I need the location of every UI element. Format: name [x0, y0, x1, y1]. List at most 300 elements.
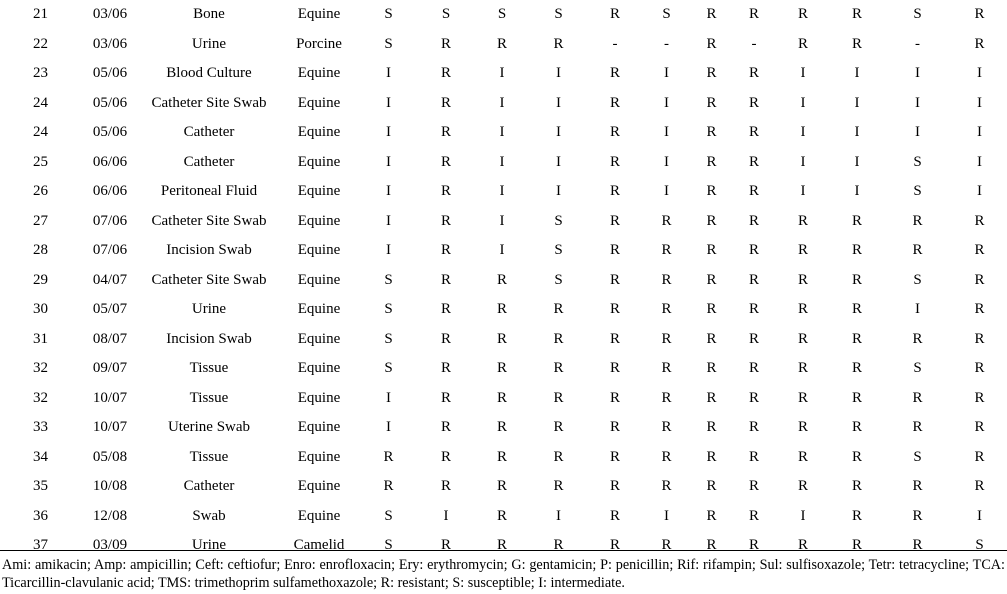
- cell-ery: R: [609, 212, 620, 229]
- cell-ery: R: [609, 65, 620, 82]
- cell-tca: S: [913, 448, 922, 465]
- cell-date: 06/06: [92, 183, 128, 200]
- cell-date: 10/07: [92, 389, 128, 406]
- cell-sul: R: [797, 212, 808, 229]
- cell-g: R: [661, 537, 672, 554]
- cell-species: Equine: [297, 124, 341, 141]
- cell-sample-source: Tissue: [189, 448, 229, 465]
- cell-sample-source: Urine: [191, 301, 227, 318]
- cell-rif: R: [748, 301, 759, 318]
- cell-isolate-number: 34: [33, 448, 48, 465]
- cell-ceft: I: [499, 242, 505, 259]
- cell-isolate-number: 32: [33, 389, 48, 406]
- cell-p: R: [706, 478, 717, 495]
- cell-sul: R: [797, 419, 808, 436]
- cell-g: R: [661, 419, 672, 436]
- cell-ami: S: [384, 330, 393, 347]
- cell-date: 10/07: [92, 419, 128, 436]
- cell-ery: R: [609, 153, 620, 170]
- cell-tetr: R: [851, 389, 862, 406]
- cell-sample-source: Tissue: [189, 360, 229, 377]
- cell-p: R: [706, 330, 717, 347]
- cell-ceft: R: [496, 419, 507, 436]
- cell-g: I: [664, 507, 669, 524]
- cell-date: 05/06: [92, 124, 128, 141]
- cell-ceft: R: [496, 478, 507, 495]
- cell-sul: I: [800, 507, 806, 524]
- cell-amp: S: [441, 6, 451, 23]
- cell-tms: R: [974, 271, 985, 288]
- cell-ami: I: [386, 183, 391, 200]
- cell-ery: R: [609, 360, 620, 377]
- cell-enro: S: [554, 6, 563, 23]
- cell-tms: I: [977, 183, 982, 200]
- cell-date: 03/06: [92, 35, 128, 52]
- cell-ceft: R: [496, 35, 507, 52]
- cell-species: Equine: [297, 360, 341, 377]
- cell-ami: S: [384, 301, 393, 318]
- cell-p: R: [706, 65, 717, 82]
- cell-date: 08/07: [92, 330, 128, 347]
- table-row: [0, 295, 1007, 325]
- cell-tca: R: [912, 507, 923, 524]
- cell-date: 10/08: [92, 478, 128, 495]
- cell-sul: R: [797, 35, 808, 52]
- cell-tetr: R: [851, 35, 862, 52]
- cell-ami: I: [386, 242, 391, 259]
- cell-ami: I: [386, 65, 391, 82]
- cell-ery: R: [609, 271, 620, 288]
- cell-sample-source: Bone: [193, 6, 225, 23]
- cell-ery: R: [609, 478, 620, 495]
- cell-isolate-number: 24: [33, 94, 48, 111]
- cell-tca: S: [913, 183, 922, 200]
- cell-sul: I: [800, 124, 806, 141]
- cell-tetr: R: [851, 330, 862, 347]
- cell-rif: R: [748, 65, 759, 82]
- cell-date: 05/06: [92, 65, 128, 82]
- cell-species: Equine: [297, 183, 341, 200]
- cell-tetr: R: [851, 271, 862, 288]
- cell-g: R: [661, 242, 672, 259]
- cell-tetr: R: [851, 419, 862, 436]
- cell-enro: R: [553, 360, 564, 377]
- cell-date: 05/06: [92, 94, 128, 111]
- cell-tms: R: [974, 330, 985, 347]
- cell-isolate-number: 36: [33, 507, 48, 524]
- cell-enro: S: [554, 212, 563, 229]
- cell-rif: R: [748, 153, 759, 170]
- table-row: [0, 207, 1007, 237]
- cell-ceft: R: [496, 330, 507, 347]
- cell-amp: R: [440, 537, 451, 554]
- cell-tca: R: [912, 389, 923, 406]
- cell-enro: R: [553, 35, 564, 52]
- cell-tca: R: [912, 478, 923, 495]
- cell-g: R: [661, 389, 672, 406]
- cell-sul: R: [797, 478, 808, 495]
- cell-ceft: R: [496, 537, 507, 554]
- cell-ami: S: [384, 35, 393, 52]
- cell-p: R: [706, 153, 717, 170]
- cell-ceft: R: [496, 448, 507, 465]
- cell-sample-source: Peritoneal Fluid: [160, 183, 258, 200]
- cell-tms: R: [974, 448, 985, 465]
- cell-amp: R: [440, 212, 451, 229]
- cell-amp: R: [440, 153, 451, 170]
- cell-date: 07/06: [92, 242, 128, 259]
- cell-tetr: R: [851, 212, 862, 229]
- cell-isolate-number: 23: [33, 65, 48, 82]
- cell-ami: S: [384, 537, 393, 554]
- cell-sul: R: [797, 242, 808, 259]
- cell-sul: I: [800, 65, 806, 82]
- cell-ceft: I: [499, 212, 505, 229]
- cell-ery: R: [609, 419, 620, 436]
- cell-tms: I: [977, 124, 982, 141]
- cell-p: R: [706, 301, 717, 318]
- cell-rif: R: [748, 183, 759, 200]
- table-row: [0, 236, 1007, 266]
- cell-tetr: R: [851, 360, 862, 377]
- cell-species: Equine: [297, 507, 341, 524]
- cell-sul: R: [797, 389, 808, 406]
- table-row: [0, 59, 1007, 89]
- cell-p: R: [706, 271, 717, 288]
- table-row: [0, 89, 1007, 119]
- cell-isolate-number: 31: [33, 330, 48, 347]
- cell-tetr: I: [854, 94, 860, 111]
- cell-amp: R: [440, 330, 451, 347]
- cell-amp: R: [440, 478, 451, 495]
- cell-species: Equine: [297, 330, 341, 347]
- cell-enro: I: [556, 153, 561, 170]
- cell-tms: R: [974, 419, 985, 436]
- cell-g: R: [661, 301, 672, 318]
- table-row: [0, 502, 1007, 532]
- cell-ery: R: [609, 507, 620, 524]
- cell-enro: R: [553, 478, 564, 495]
- cell-date: 05/08: [92, 448, 128, 465]
- cell-amp: R: [440, 65, 451, 82]
- cell-tetr: R: [851, 301, 862, 318]
- cell-ami: I: [386, 153, 391, 170]
- cell-isolate-number: 30: [33, 301, 48, 318]
- cell-sample-source: Catheter: [183, 478, 235, 495]
- table-row: [0, 443, 1007, 473]
- cell-ami: S: [384, 360, 393, 377]
- cell-tca: I: [915, 124, 920, 141]
- cell-enro: S: [554, 271, 563, 288]
- cell-g: -: [664, 35, 669, 52]
- cell-ceft: R: [496, 507, 507, 524]
- cell-tms: R: [974, 360, 985, 377]
- cell-amp: R: [440, 448, 451, 465]
- cell-tca: I: [915, 301, 920, 318]
- cell-sul: R: [797, 537, 808, 554]
- cell-date: 05/07: [92, 301, 128, 318]
- cell-tca: I: [915, 65, 920, 82]
- cell-ami: I: [386, 94, 391, 111]
- cell-ery: R: [609, 124, 620, 141]
- cell-enro: S: [554, 242, 563, 259]
- cell-sul: R: [797, 6, 808, 23]
- cell-sul: I: [800, 94, 806, 111]
- cell-ceft: S: [497, 6, 507, 23]
- cell-species: Equine: [297, 212, 341, 229]
- cell-tca: S: [913, 153, 922, 170]
- cell-tca: I: [915, 94, 920, 111]
- cell-date: 06/06: [92, 153, 128, 170]
- cell-ami: S: [384, 507, 393, 524]
- table-row: [0, 118, 1007, 148]
- cell-tms: R: [974, 212, 985, 229]
- cell-sul: I: [800, 183, 806, 200]
- cell-sample-source: Urine: [191, 537, 227, 554]
- cell-species: Equine: [297, 419, 341, 436]
- cell-tetr: I: [854, 153, 860, 170]
- cell-ami: R: [383, 448, 394, 465]
- cell-tms: R: [974, 35, 985, 52]
- cell-amp: R: [440, 94, 451, 111]
- cell-species: Porcine: [296, 35, 342, 52]
- cell-ery: R: [609, 242, 620, 259]
- cell-sul: R: [797, 360, 808, 377]
- cell-sample-source: Catheter Site Swab: [151, 271, 267, 288]
- cell-g: R: [661, 330, 672, 347]
- cell-enro: R: [553, 301, 564, 318]
- cell-tetr: R: [851, 478, 862, 495]
- table-row: [0, 30, 1007, 60]
- cell-p: R: [706, 419, 717, 436]
- cell-tms: R: [974, 478, 985, 495]
- cell-enro: R: [553, 330, 564, 347]
- cell-enro: I: [556, 124, 561, 141]
- cell-amp: R: [440, 271, 451, 288]
- cell-tca: S: [913, 360, 922, 377]
- cell-date: 12/08: [92, 507, 128, 524]
- cell-g: I: [664, 124, 669, 141]
- cell-amp: R: [440, 35, 451, 52]
- cell-ceft: I: [499, 124, 505, 141]
- cell-tetr: R: [851, 6, 862, 23]
- table-row: [0, 0, 1007, 30]
- cell-amp: I: [443, 507, 449, 524]
- cell-rif: R: [748, 242, 759, 259]
- cell-ami: R: [383, 478, 394, 495]
- table-footnote: Ami: amikacin; Amp: ampicillin; Ceft: ceftiofur; Enro: enrofloxacin; Ery: erythromycin; G: gentamicin; P: penicillin; Rif: rifampin; Sul: sulfisoxazole; Tetr: tetracycline; TCA: Ticarcillin-clavulanic acid; TMS: trimethoprim sulfamethoxazole; R: resistant; S: susceptible; I: intermediate.: [2, 557, 1005, 591]
- cell-p: R: [706, 212, 717, 229]
- cell-tca: -: [915, 35, 920, 52]
- cell-sample-source: Blood Culture: [166, 65, 252, 82]
- cell-p: R: [706, 537, 717, 554]
- cell-p: R: [706, 448, 717, 465]
- cell-tms: I: [977, 94, 982, 111]
- cell-ceft: R: [496, 389, 507, 406]
- cell-sample-source: Catheter Site Swab: [151, 94, 267, 111]
- cell-amp: R: [440, 124, 451, 141]
- table-row: [0, 266, 1007, 296]
- cell-rif: -: [751, 35, 757, 52]
- cell-ery: R: [609, 94, 620, 111]
- cell-enro: R: [553, 537, 564, 554]
- cell-species: Equine: [297, 478, 341, 495]
- cell-ceft: I: [499, 94, 505, 111]
- cell-date: 07/06: [92, 212, 128, 229]
- cell-amp: R: [440, 183, 451, 200]
- cell-rif: R: [748, 419, 759, 436]
- cell-g: R: [661, 448, 672, 465]
- cell-date: 04/07: [92, 271, 128, 288]
- cell-sul: R: [797, 271, 808, 288]
- cell-ami: S: [384, 6, 393, 23]
- cell-species: Equine: [297, 301, 341, 318]
- cell-enro: R: [553, 448, 564, 465]
- cell-rif: R: [748, 124, 759, 141]
- cell-sul: I: [800, 153, 806, 170]
- cell-rif: R: [748, 360, 759, 377]
- cell-enro: I: [556, 183, 561, 200]
- cell-tca: S: [913, 271, 922, 288]
- cell-g: I: [664, 153, 669, 170]
- cell-ceft: R: [496, 360, 507, 377]
- cell-p: R: [706, 6, 717, 23]
- cell-enro: I: [556, 65, 561, 82]
- cell-sample-source: Catheter: [183, 124, 235, 141]
- cell-p: R: [706, 242, 717, 259]
- cell-tetr: I: [854, 124, 860, 141]
- cell-ceft: R: [496, 301, 507, 318]
- table-row: [0, 177, 1007, 207]
- cell-sample-source: Tissue: [189, 389, 229, 406]
- cell-species: Equine: [297, 448, 341, 465]
- table-row: [0, 325, 1007, 355]
- cell-sul: R: [797, 448, 808, 465]
- cell-g: I: [664, 94, 669, 111]
- cell-species: Equine: [297, 65, 341, 82]
- cell-species: Equine: [297, 389, 341, 406]
- cell-sample-source: Catheter: [183, 153, 235, 170]
- cell-enro: I: [556, 507, 561, 524]
- cell-isolate-number: 27: [33, 212, 48, 229]
- cell-isolate-number: 26: [33, 183, 48, 200]
- cell-tca: R: [912, 212, 923, 229]
- cell-rif: R: [748, 330, 759, 347]
- cell-species: Equine: [297, 153, 341, 170]
- cell-date: 09/07: [92, 360, 128, 377]
- cell-amp: R: [440, 301, 451, 318]
- cell-ami: I: [386, 124, 391, 141]
- cell-amp: R: [440, 242, 451, 259]
- cell-species: Equine: [297, 242, 341, 259]
- cell-g: R: [661, 271, 672, 288]
- cell-rif: R: [748, 212, 759, 229]
- cell-tms: I: [977, 65, 982, 82]
- cell-date: 03/06: [92, 6, 128, 23]
- cell-amp: R: [440, 360, 451, 377]
- cell-p: R: [706, 360, 717, 377]
- cell-species: Equine: [297, 271, 341, 288]
- cell-ery: R: [609, 448, 620, 465]
- cell-p: R: [706, 94, 717, 111]
- cell-ami: S: [384, 271, 393, 288]
- cell-tetr: R: [851, 537, 862, 554]
- cell-tms: I: [977, 153, 982, 170]
- cell-tms: I: [977, 507, 982, 524]
- cell-g: S: [662, 6, 671, 23]
- cell-p: R: [706, 35, 717, 52]
- cell-isolate-number: 28: [33, 242, 48, 259]
- cell-g: R: [661, 212, 672, 229]
- cell-tms: R: [974, 6, 985, 23]
- cell-ery: R: [609, 389, 620, 406]
- cell-sample-source: Incision Swab: [166, 330, 252, 347]
- cell-tms: S: [975, 537, 984, 554]
- cell-g: R: [661, 360, 672, 377]
- cell-ery: R: [609, 183, 620, 200]
- cell-enro: I: [556, 94, 561, 111]
- cell-ery: R: [609, 301, 620, 318]
- cell-p: R: [706, 124, 717, 141]
- cell-isolate-number: 22: [33, 35, 48, 52]
- cell-tms: R: [974, 242, 985, 259]
- cell-tca: R: [912, 419, 923, 436]
- cell-isolate-number: 24: [33, 124, 48, 141]
- cell-sample-source: Incision Swab: [166, 242, 252, 259]
- cell-tetr: I: [854, 183, 860, 200]
- cell-ery: -: [612, 35, 618, 52]
- cell-tca: S: [913, 6, 922, 23]
- cell-enro: R: [553, 419, 564, 436]
- cell-rif: R: [748, 478, 759, 495]
- cell-isolate-number: 37: [33, 537, 48, 554]
- cell-tetr: R: [851, 242, 862, 259]
- cell-tms: R: [974, 389, 985, 406]
- cell-rif: R: [748, 537, 759, 554]
- cell-ery: R: [609, 537, 620, 554]
- cell-g: R: [661, 478, 672, 495]
- cell-isolate-number: 29: [33, 271, 48, 288]
- cell-ami: I: [386, 389, 391, 406]
- cell-rif: R: [748, 507, 759, 524]
- table-row: [0, 413, 1007, 443]
- table-bottom-rule: [0, 550, 1007, 551]
- cell-tca: R: [912, 330, 923, 347]
- cell-tca: R: [912, 242, 923, 259]
- table-row: [0, 354, 1007, 384]
- cell-amp: R: [440, 389, 451, 406]
- cell-ceft: I: [499, 65, 505, 82]
- cell-rif: R: [748, 271, 759, 288]
- cell-isolate-number: 32: [33, 360, 48, 377]
- cell-date: 03/09: [92, 537, 128, 554]
- cell-isolate-number: 21: [33, 6, 48, 23]
- table-row: [0, 384, 1007, 414]
- cell-g: I: [664, 183, 669, 200]
- cell-tetr: R: [851, 507, 862, 524]
- cell-ceft: I: [499, 183, 505, 200]
- cell-tca: R: [912, 537, 923, 554]
- cell-tms: R: [974, 301, 985, 318]
- table-row: [0, 472, 1007, 502]
- table-row: [0, 148, 1007, 178]
- cell-p: R: [706, 183, 717, 200]
- cell-isolate-number: 33: [33, 419, 48, 436]
- cell-enro: R: [553, 389, 564, 406]
- cell-ami: I: [386, 419, 391, 436]
- cell-rif: R: [748, 94, 759, 111]
- cell-species: Equine: [297, 94, 341, 111]
